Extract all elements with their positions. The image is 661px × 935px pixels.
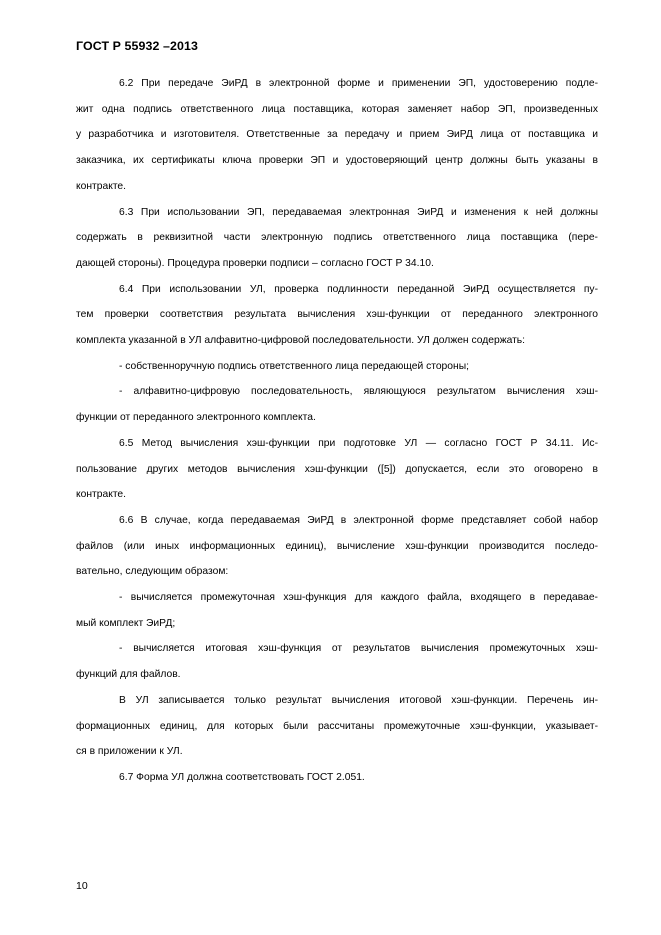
document-body <box>76 71 598 791</box>
text-line: функции от переданного электронного комплекта. <box>76 412 316 424</box>
list-item-6-4-1 <box>76 354 598 380</box>
paragraph-6-7 <box>76 765 598 791</box>
text-line: функций для файлов. <box>76 669 181 681</box>
text-line: пользование других методов вычисления хэш-функции ([5]) допускается, если это оговорено в <box>76 463 598 475</box>
paragraph-6-4 <box>76 277 598 354</box>
text-line: 6.3 При использовании ЭП, передаваемая электронная ЭиРД и изменения к ней должны <box>119 206 598 218</box>
page-header-standard-id: ГОСТ Р 55932 –2013 <box>76 39 199 53</box>
text-line: жит одна подпись ответственного лица поставщика, которая заменяет набор ЭП, произведенных <box>76 103 598 115</box>
text-line: мый комплект ЭиРД; <box>76 617 176 629</box>
text-line: - вычисляется итоговая хэш-функция от результатов вычисления промежуточных хэш- <box>119 643 598 655</box>
list-item-6-4-2 <box>76 379 598 430</box>
text-line: у разработчика и изготовителя. Ответственные за передачу и прием ЭиРД лица от поставщика и <box>76 129 598 141</box>
list-item-6-6-2 <box>76 636 598 687</box>
text-line: формационных единиц, для которых были рассчитаны промежуточные хэш-функции, указывает- <box>76 720 598 732</box>
text-line: - алфавитно-цифровую последовательность, являющуюся результатом вычисления хэш- <box>119 386 598 398</box>
text-line: 6.5 Метод вычисления хэш-функции при подготовке УЛ — согласно ГОСТ Р 34.11. Ис- <box>119 437 598 449</box>
paragraph-6-2 <box>76 71 598 200</box>
text-line: - собственноручную подпись ответственного лица передающей стороны; <box>119 360 469 372</box>
list-item-6-6-1 <box>76 585 598 636</box>
text-line: содержать в реквизитной части электронную подпись ответственного лица поставщика (пере- <box>76 232 598 244</box>
text-line: контракте. <box>76 489 127 501</box>
text-line: 6.2 При передаче ЭиРД в электронной форме и применении ЭП, удостоверению подле- <box>119 78 598 89</box>
text-line: контракте. <box>76 180 127 192</box>
paragraph-6-3 <box>76 200 598 277</box>
text-line: файлов (или иных информационных единиц), вычисление хэш-функции производится последо- <box>76 540 598 552</box>
paragraph-6-6 <box>76 508 598 585</box>
text-line: 6.4 При использовании УЛ, проверка подлинности переданной ЭиРД осуществляется пу- <box>119 283 598 295</box>
text-line: тем проверки соответствия результата вычисления хэш-функции от переданного электронного <box>76 309 598 321</box>
text-line: 6.6 В случае, когда передаваемая ЭиРД в электронной форме представляет собой набор <box>119 514 598 526</box>
text-line: вательно, следующим образом: <box>76 566 229 578</box>
text-line: - вычисляется промежуточная хэш-функция для каждого файла, входящего в передавае- <box>119 592 598 604</box>
paragraph-6-6-note <box>76 688 598 765</box>
text-line: 6.7 Форма УЛ должна соответствовать ГОСТ 2.051. <box>119 771 365 783</box>
paragraph-6-5 <box>76 431 598 508</box>
text-line: комплекта указанной в УЛ алфавитно-цифровой последовательности. УЛ должен содержать: <box>76 335 526 347</box>
text-line: дающей стороны). Процедура проверки подписи – согласно ГОСТ Р 34.10. <box>76 257 434 269</box>
text-line: заказчика, их сертификаты ключа проверки ЭП и удостоверяющий центр должны быть указаны в <box>76 155 598 167</box>
text-line: В УЛ записывается только результат вычисления итоговой хэш-функции. Перечень ин- <box>119 694 598 706</box>
page-number: 10 <box>76 880 88 892</box>
text-line: ся в приложении к УЛ. <box>76 746 183 758</box>
